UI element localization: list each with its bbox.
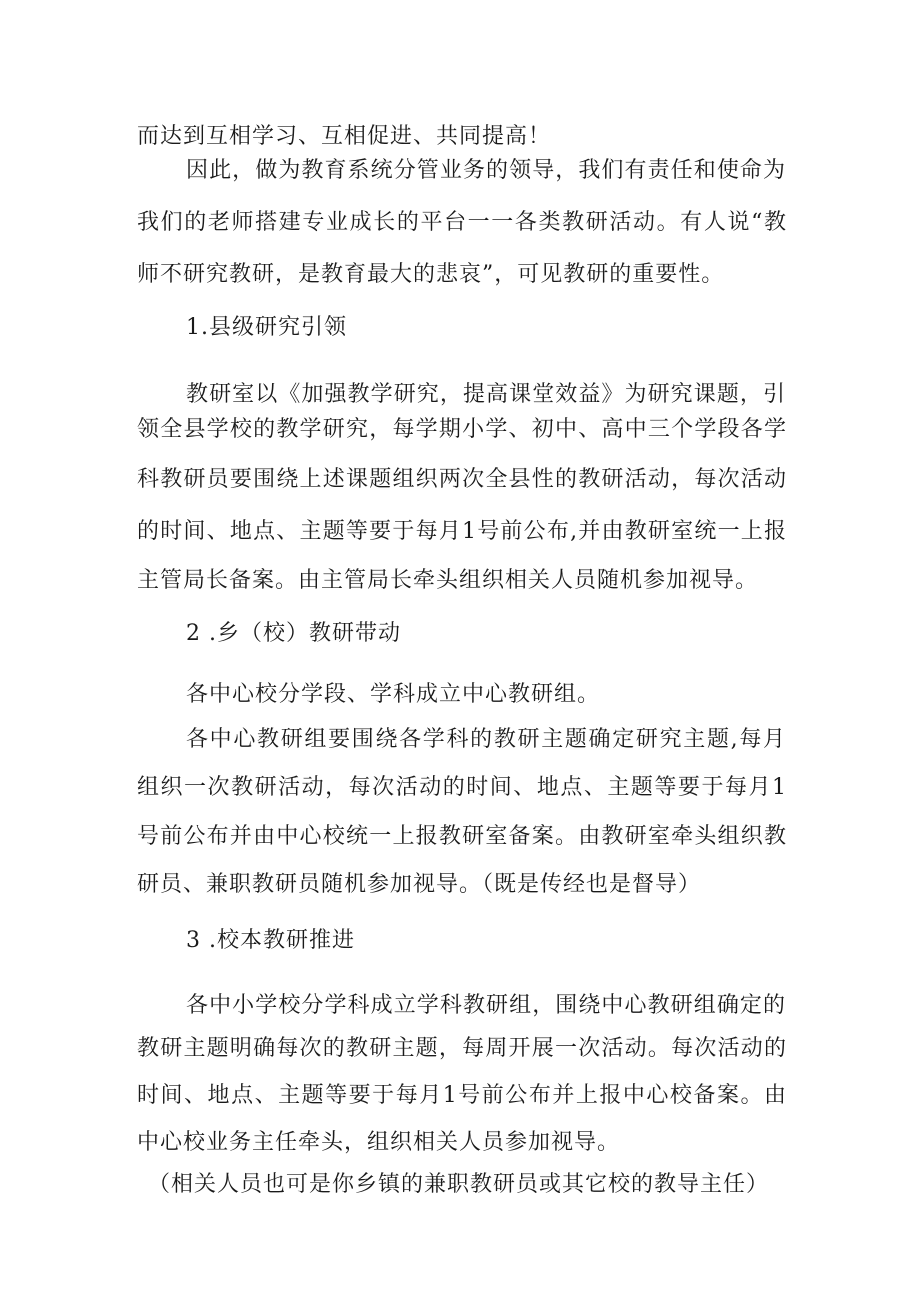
section-heading: 3 .校本教研推进 xyxy=(186,928,355,953)
paragraph-line: 中心校业务主任牵头，组织相关人员参加视导。 xyxy=(137,1130,621,1155)
paragraph-line: 号前公布并由中心校统一上报教研室备案。由教研室牵头组织教 xyxy=(137,824,787,849)
paragraph-line: 时间、地点、主题等要于每月1号前公布并上报中心校备案。由 xyxy=(137,1083,787,1108)
paragraph-line: 领全县学校的教学研究，每学期小学、初中、高中三个学段各学 xyxy=(137,417,787,442)
paragraph-line: （相关人员也可是你乡镇的兼职教研员或其它校的教导主任） xyxy=(148,1172,770,1197)
paragraph-line: 教研主题明确每次的教研主题，每周开展一次活动。每次活动的 xyxy=(137,1036,787,1061)
paragraph-line: 教研室以《加强教学研究，提高课堂效益》为研究课题，引 xyxy=(186,382,786,407)
paragraph-line: 主管局长备案。由主管局长牵头组织相关人员随机参加视导。 xyxy=(137,568,759,593)
paragraph-line: 研员、兼职教研员随机参加视导。（既是传经也是督导） xyxy=(137,872,702,897)
paragraph-line: 各中心教研组要围绕各学科的教研主题确定研究主题,每月 xyxy=(186,727,786,752)
paragraph-line: 而达到互相学习、互相促进、共同提高！ xyxy=(137,124,552,149)
paragraph-line: 师不研究教研，是教育最大的悲哀”，可见教研的重要性。 xyxy=(137,262,725,287)
paragraph-line: 的时间、地点、主题等要于每月1号前公布,并由教研室统一上报 xyxy=(137,519,787,544)
paragraph-line: 科教研员要围绕上述课题组织两次全县性的教研活动，每次活动 xyxy=(137,467,787,492)
section-heading: 1.县级研究引领 xyxy=(186,315,347,340)
paragraph-line: 因此，做为教育系统分管业务的领导，我们有责任和使命为 xyxy=(186,158,786,183)
paragraph-line: 我们的老师搭建专业成长的平台一一各类教研活动。有人说“教 xyxy=(137,210,787,235)
paragraph-line: 各中小学校分学科成立学科教研组，围绕中心教研组确定的 xyxy=(186,993,786,1018)
paragraph-line: 组织一次教研活动，每次活动的时间、地点、主题等要于每月1 xyxy=(137,775,787,800)
paragraph-line: 各中心校分学段、学科成立中心教研组。 xyxy=(186,682,601,707)
section-heading: 2 .乡（校）教研带动 xyxy=(186,621,401,646)
